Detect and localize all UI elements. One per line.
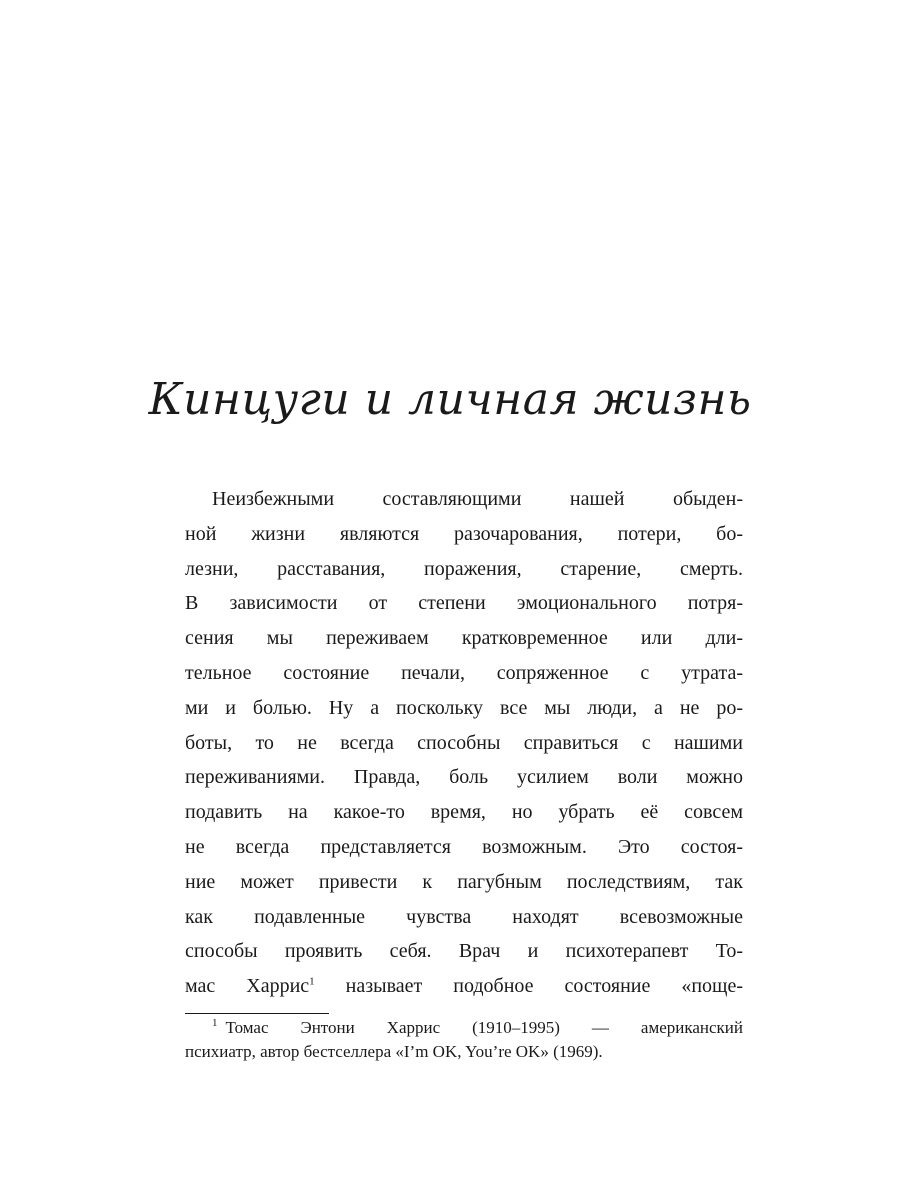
body-line-part: мас Харрис	[185, 975, 310, 998]
footnote-reference: 1	[309, 975, 315, 988]
body-line-with-footnote	[185, 969, 743, 1004]
body-line: Неизбежными составляющими нашей обыден-	[212, 488, 743, 510]
body-line: ми и болью. Ну а поскольку все мы люди, а не ро-	[185, 696, 743, 719]
body-line: лезни, расставания, поражения, старение, смерть.	[185, 557, 743, 580]
body-line-part: называет подобное состояние «поще-	[345, 975, 743, 998]
chapter-title: Кинцуги и личная жизнь	[148, 374, 752, 426]
body-line: В зависимости от степени эмоционального потря-	[185, 592, 743, 615]
body-line: сения мы переживаем кратковременное или дли-	[185, 627, 743, 650]
footnote-line	[185, 1016, 743, 1040]
footnote	[185, 1016, 743, 1063]
footnote-line: психиатр, автор бестселлера «I’m OK, You’re OK» (1969).	[185, 1041, 603, 1061]
footnote-number: 1	[212, 1017, 218, 1030]
body-line: боты, то не всегда способны справиться с нашими	[185, 731, 743, 754]
body-line: способы проявить себя. Врач и психотерапевт То-	[185, 940, 743, 963]
body-line: подавить на какое-то время, но убрать её совсем	[185, 801, 743, 824]
body-line: тельное состояние печали, сопряженное с утрата-	[185, 661, 743, 684]
body-line: переживаниями. Правда, боль усилием воли можно	[185, 766, 743, 789]
body-line: не всегда представляется возможным. Это состоя-	[185, 835, 743, 858]
body-paragraph	[185, 482, 743, 1004]
footnote-text: Томас Энтони Харрис (1910–1995) — американский	[225, 1018, 743, 1037]
body-line: ной жизни являются разочарования, потери, бо-	[185, 522, 743, 545]
footnote-divider	[185, 1013, 329, 1014]
body-line: как подавленные чувства находят всевозможные	[185, 905, 743, 928]
body-line: ние может привести к пагубным последствиям, так	[185, 870, 743, 893]
